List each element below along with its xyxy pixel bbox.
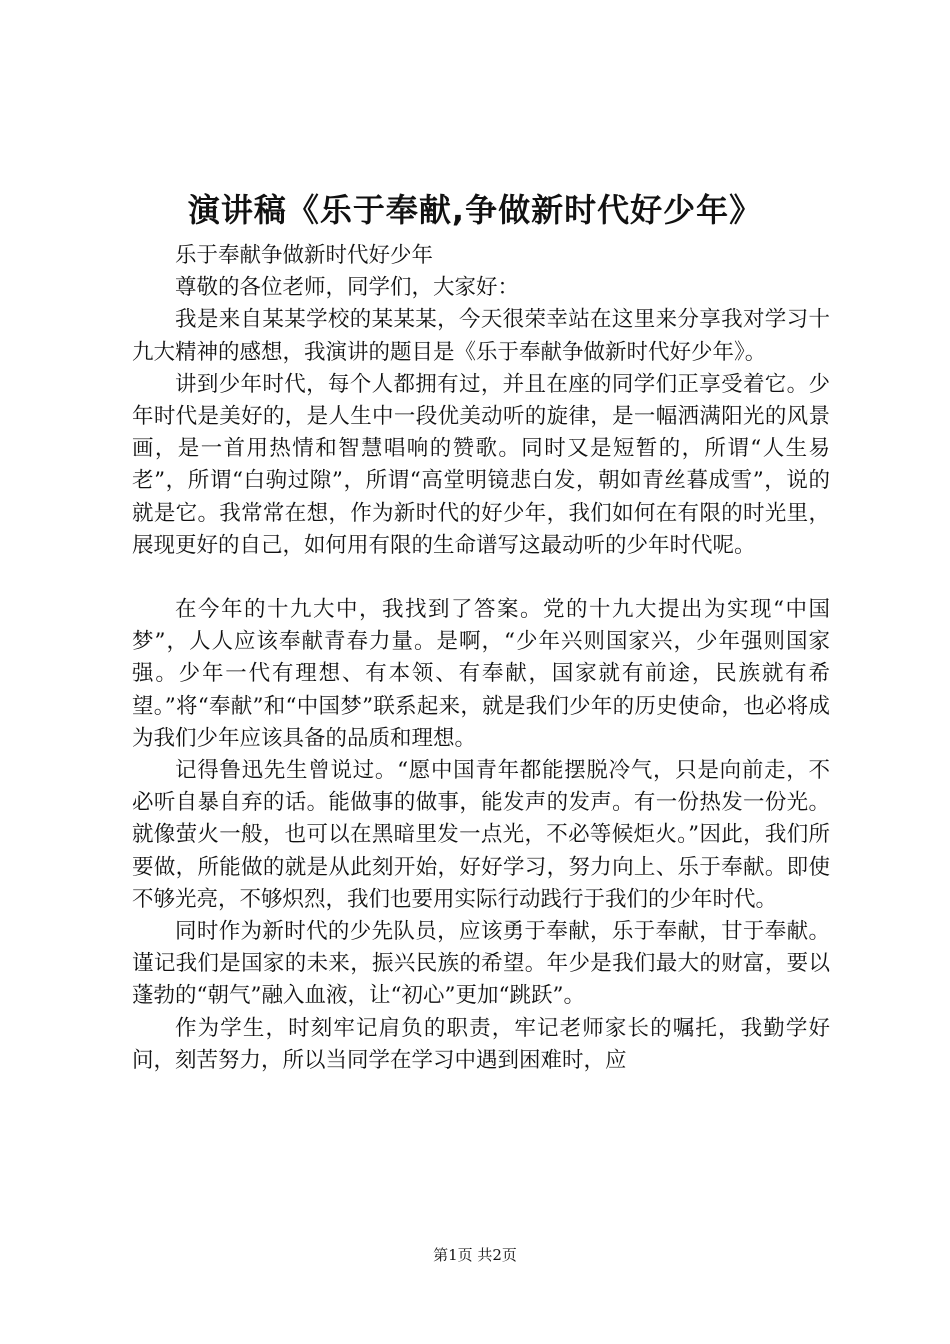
body-paragraph: 记得鲁迅先生曾说过。“愿中国青年都能摆脱冷气，只是向前走，不必听自暴自弃的话。能做事的做事，能发声的发声。有一份热发一份光。就像萤火一般，也可以在黑暗里发一点光，不必等候炬火。”因此，我们所要做，所能做的就是从此刻开始，好好学习，努力向上、乐于奉献。即使不够光亮，不够炽烈，我们也要用实际行动践行于我们的少年时代。: [132, 758, 830, 912]
subtitle-paragraph: 乐于奉献争做新时代好少年: [175, 243, 434, 268]
body-paragraph: 讲到少年时代，每个人都拥有过，并且在座的同学们正享受着它。少年时代是美好的，是人生中一段优美动听的旋律，是一幅洒满阳光的风景画，是一首用热情和智慧唱响的赞歌。同时又是短暂的，所谓“人生易老”，所谓“白驹过隙”，所谓“高堂明镜悲白发，朝如青丝暮成雪”，说的就是它。我常常在想，作为新时代的好少年，我们如何在有限的时光里，展现更好的自己，如何用有限的生命谱写这最动听的少年时代呢。: [132, 371, 830, 558]
body-paragraph: 作为学生，时刻牢记肩负的职责，牢记老师家长的嘱托，我勤学好问，刻苦努力，所以当同学在学习中遇到困难时，应: [132, 1015, 830, 1073]
greeting-paragraph: 尊敬的各位老师，同学们，大家好：: [175, 275, 520, 301]
page-number-footer: 第1页 共2页: [433, 1246, 517, 1264]
body-paragraph: 同时作为新时代的少先队员，应该勇于奉献，乐于奉献，甘于奉献。谨记我们是国家的未来，振兴民族的希望。年少是我们最大的财富，要以蓬勃的“朝气”融入血液，让“初心”更加“跳跃”。: [132, 919, 830, 1009]
document-title: 演讲稿《乐于奉献,争做新时代好少年》: [187, 191, 763, 229]
body-paragraph: 在今年的十九大中，我找到了答案。党的十九大提出为实现“中国梦”，人人应该奉献青春力量。是啊，“少年兴则国家兴，少年强则国家强。少年一代有理想、有本领、有奉献，国家就有前途，民族就有希望。”将“奉献”和“中国梦”联系起来，就是我们少年的历史使命，也必将成为我们少年应该具备的品质和理想。: [132, 597, 830, 751]
body-paragraph: 我是来自某某学校的某某某，今天很荣幸站在这里来分享我对学习十九大精神的感想，我演讲的题目是《乐于奉献争做新时代好少年》。: [132, 307, 830, 365]
document-body: [132, 240, 830, 1077]
